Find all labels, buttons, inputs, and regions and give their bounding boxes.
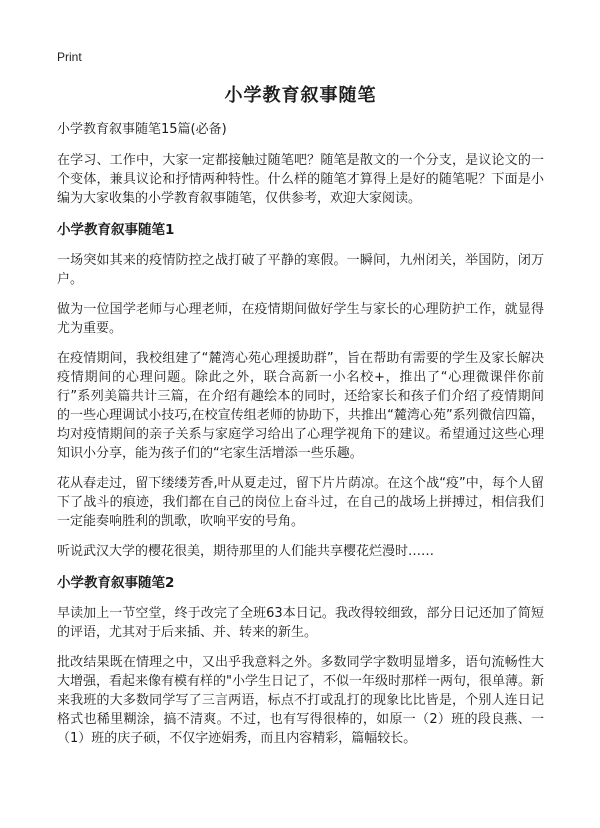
paragraph: 花从春走过，留下缕缕芳香,叶从夏走过，留下片片荫凉。在这个战“疫”中，每个人留下了战斗的痕迹，我们都在自己的岗位上奋斗过，在自己的战场上拼搏过，相信我们一定能奏响胜利的凯歌，吹响平安的号角。	[57, 476, 544, 529]
section-heading: 小学教育叙事随笔2	[57, 575, 175, 591]
print-link[interactable]: Print	[57, 50, 82, 64]
paragraph: 听说武汉大学的樱花很美，期待那里的人们能共享樱花烂漫时……	[57, 544, 435, 559]
paragraph: 做为一位国学老师与心理老师，在疫情期间做好学生与家长的心理防护工作，就显得尤为重要。	[57, 302, 544, 336]
section-heading: 小学教育叙事随笔1	[57, 222, 175, 238]
document-subtitle: 小学教育叙事随笔15篇(必备)	[57, 122, 227, 137]
document-title: 小学教育叙事随笔	[224, 85, 377, 106]
section-2	[57, 573, 544, 748]
section-1	[57, 220, 544, 561]
paragraph: 一场突如其来的疫情防控之战打破了平静的寒假。一瞬间，九州闭关，举国防，闭万户。	[57, 253, 544, 287]
intro-paragraph: 在学习、工作中，大家一定都接触过随笔吧？随笔是散文的一个分支，是议论文的一个变体，兼具议论和抒情两种特性。什么样的随笔才算得上是好的随笔呢？下面是小编为大家收集的小学教育叙事随笔，仅供参考，欢迎大家阅读。	[57, 153, 544, 206]
paragraph: 早读加上一节空堂，终于改完了全班63本日记。我改得较细致，部分日记还加了简短的评语，尤其对于后来插、并、转来的新生。	[57, 606, 544, 640]
paragraph: 在疫情期间，我校组建了“麓湾心苑心理援助群”，旨在帮助有需要的学生及家长解决疫情期间的心理问题。除此之外，联合高新一小名校+，推出了“心理微课伴你前行”系列美篇共计三篇，在介绍有趣绘本的同时，还给家长和孩子们介绍了疫情期间的一些心理调试小技巧,在校宣传组老师的协助下，共推出“麓湾心苑”系列微信四篇，均对疫情期间的亲子关系与家庭学习给出了心理学视角下的建议。希望通过这些心理知识小分享，能为孩子们的“宅家生活增添一些乐趣。	[57, 351, 544, 461]
paragraph: 批改结果既在情理之中，又出乎我意料之外。多数同学字数明显增多，语句流畅性大大增强，看起来像有模有样的"小学生日记了，不似一年级时那样一两句，很单薄。新来我班的大多数同学写了三言两语，标点不打或乱打的现象比比皆是，个别人连日记格式也稀里糊涂，搞不清爽。不过，也有写得很棒的，如原一（2）班的段良燕、一（1）班的庆子硕，不仅字迹娟秀，而且内容精彩，篇幅较长。	[57, 655, 544, 746]
